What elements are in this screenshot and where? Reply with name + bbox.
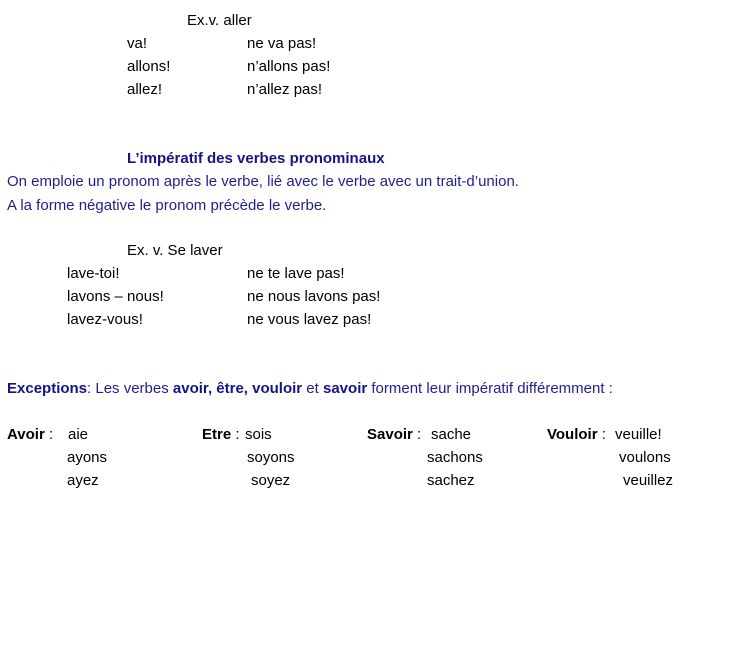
pronominal-line-2: A la forme négative le pronom précède le verbe. (7, 197, 327, 214)
verb-vouloir-sep: : (597, 426, 606, 443)
vouloir-form-1: veuille! (615, 426, 662, 443)
vouloir-form-3: veuillez (623, 472, 674, 489)
verb-vouloir-name: Vouloir (547, 426, 598, 443)
aller-affirmative-1: va! (127, 35, 148, 52)
laver-negative-1: ne te lave pas! (247, 265, 345, 282)
verb-avoir-name: Avoir (7, 426, 45, 443)
aller-negative-1: ne va pas! (247, 35, 317, 52)
example-aller-title: Ex.v. aller (187, 12, 252, 29)
exceptions-line (7, 380, 613, 398)
avoir-form-2: ayons (67, 449, 108, 466)
exceptions-label: Exceptions (7, 380, 88, 397)
verb-etre-name: Etre (202, 426, 232, 443)
laver-negative-3: ne vous lavez pas! (247, 311, 372, 328)
exceptions-verb-b: savoir (323, 380, 368, 397)
exceptions-text-2: et (302, 380, 323, 397)
exceptions-verbs-a: avoir, être, vouloir (172, 380, 303, 397)
laver-affirmative-1: lave-toi! (67, 265, 120, 282)
etre-form-3: soyez (251, 472, 291, 489)
verb-avoir-sep: : (44, 426, 54, 443)
vouloir-form-2: voulons (619, 449, 671, 466)
verb-savoir-sep: : (412, 426, 422, 443)
verb-etre-label (202, 426, 240, 444)
verb-savoir-label (367, 426, 421, 444)
verb-etre-sep: : (231, 426, 240, 443)
exceptions-text-3: forment leur impératif différemment : (367, 380, 613, 397)
aller-negative-2: n’allons pas! (247, 58, 331, 75)
savoir-form-2: sachons (427, 449, 483, 466)
verb-vouloir-label (547, 426, 606, 444)
pronominal-line-1: On emploie un pronom après le verbe, lié avec le verbe avec un trait-d’union. (7, 173, 519, 190)
pronominal-heading: L’impératif des verbes pronominaux (127, 150, 385, 167)
savoir-form-1: sache (431, 426, 472, 443)
laver-negative-2: ne nous lavons pas! (247, 288, 381, 305)
savoir-form-3: sachez (427, 472, 475, 489)
aller-affirmative-3: allez! (127, 81, 163, 98)
avoir-form-3: ayez (67, 472, 99, 489)
aller-negative-3: n’allez pas! (247, 81, 323, 98)
aller-affirmative-2: allons! (127, 58, 171, 75)
laver-affirmative-2: lavons – nous! (67, 288, 164, 305)
avoir-form-1: aie (68, 426, 89, 443)
verb-avoir-label (7, 426, 53, 444)
example-laver-title: Ex. v. Se laver (127, 242, 223, 259)
etre-form-1: sois (245, 426, 272, 443)
laver-affirmative-3: lavez-vous! (67, 311, 143, 328)
exceptions-text-1: : Les verbes (87, 380, 173, 397)
verb-savoir-name: Savoir (367, 426, 413, 443)
etre-form-2: soyons (247, 449, 295, 466)
